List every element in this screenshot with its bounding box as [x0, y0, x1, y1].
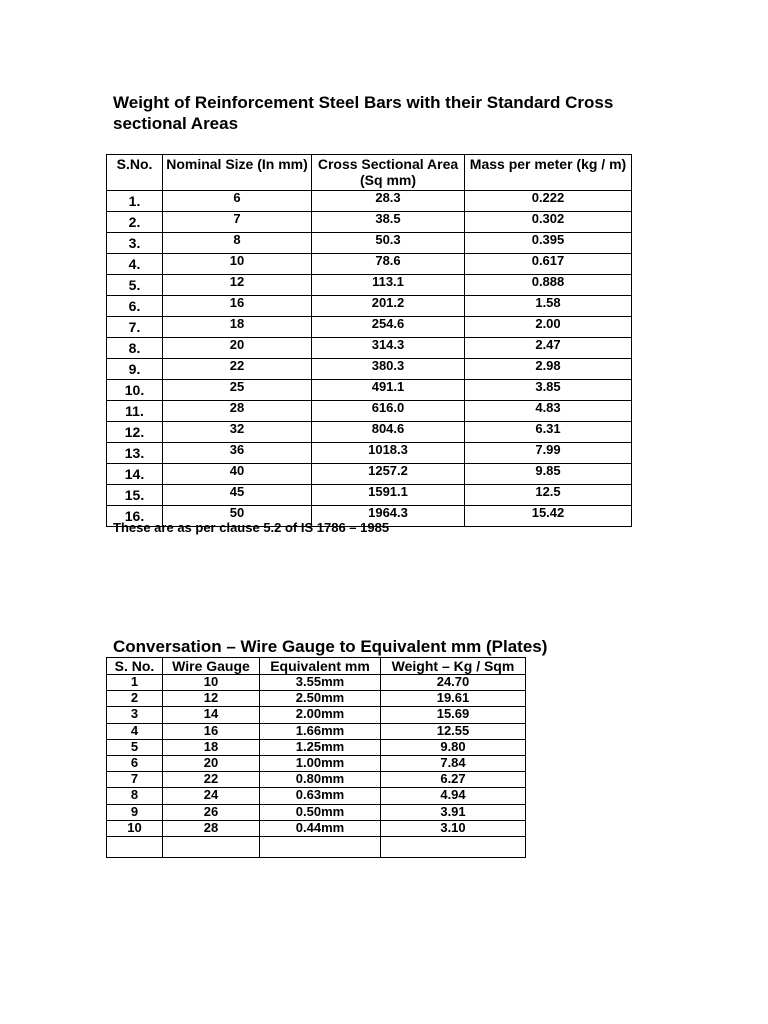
table-cell: 1257.2	[312, 464, 465, 485]
table-cell: 16.	[107, 506, 163, 527]
table-cell: 20	[163, 755, 260, 771]
table-cell: 1.00mm	[260, 755, 381, 771]
table-cell: 78.6	[312, 254, 465, 275]
table-cell: 7	[163, 212, 312, 233]
table-cell: 0.302	[465, 212, 632, 233]
table-cell: 0.617	[465, 254, 632, 275]
table-cell: 2.47	[465, 338, 632, 359]
table-row	[107, 772, 526, 788]
table-row	[107, 707, 526, 723]
column-header: Wire Gauge	[163, 658, 260, 675]
table-cell: 12	[163, 691, 260, 707]
table-row	[107, 691, 526, 707]
table-cell: 14.	[107, 464, 163, 485]
table-row	[107, 836, 526, 857]
table-cell: 10	[163, 675, 260, 691]
table-cell: 1591.1	[312, 485, 465, 506]
section-title: Conversation – Wire Gauge to Equivalent mm (Plates)	[113, 637, 548, 656]
table-row	[107, 723, 526, 739]
table-cell: 36	[163, 443, 312, 464]
table-cell: 22	[163, 772, 260, 788]
table-cell: 10	[163, 254, 312, 275]
table-cell: 1.58	[465, 296, 632, 317]
table-cell: 4.94	[381, 788, 526, 804]
table-cell: 20	[163, 338, 312, 359]
table-cell: 4.	[107, 254, 163, 275]
table-cell: 22	[163, 359, 312, 380]
table-cell: 28	[163, 401, 312, 422]
table-cell: 3.85	[465, 380, 632, 401]
table-row	[107, 739, 526, 755]
table-cell: 7	[107, 772, 163, 788]
table-cell: 0.63mm	[260, 788, 381, 804]
table-header-row	[107, 155, 632, 191]
table-cell: 5	[107, 739, 163, 755]
column-header: Weight – Kg / Sqm	[381, 658, 526, 675]
table-cell: 28.3	[312, 191, 465, 212]
table-cell: 7.	[107, 317, 163, 338]
table-cell: 8	[107, 788, 163, 804]
table-cell	[260, 836, 381, 857]
table-cell: 12.	[107, 422, 163, 443]
table-cell: 0.888	[465, 275, 632, 296]
table-cell: 10	[107, 820, 163, 836]
table-cell: 314.3	[312, 338, 465, 359]
table-row	[107, 804, 526, 820]
table-cell: 9	[107, 804, 163, 820]
table-cell: 50	[163, 506, 312, 527]
table-cell: 113.1	[312, 275, 465, 296]
table-cell: 7.84	[381, 755, 526, 771]
clause-note: These are as per clause 5.2 of IS 1786 – 1985	[113, 520, 390, 535]
table-cell: 45	[163, 485, 312, 506]
table-cell: 201.2	[312, 296, 465, 317]
table-cell: 11.	[107, 401, 163, 422]
table-row	[107, 191, 632, 212]
table-cell: 9.85	[465, 464, 632, 485]
table-cell: 18	[163, 739, 260, 755]
table-cell: 18	[163, 317, 312, 338]
table-cell: 1	[107, 675, 163, 691]
table-cell: 50.3	[312, 233, 465, 254]
table-cell: 32	[163, 422, 312, 443]
table-cell: 15.69	[381, 707, 526, 723]
table-row	[107, 254, 632, 275]
table-cell: 24	[163, 788, 260, 804]
table-cell: 1.25mm	[260, 739, 381, 755]
table-cell: 6	[107, 755, 163, 771]
table-row	[107, 338, 632, 359]
steel-bar-table	[106, 154, 632, 527]
table-row	[107, 464, 632, 485]
table-cell: 2.98	[465, 359, 632, 380]
table-row	[107, 485, 632, 506]
table-cell: 9.80	[381, 739, 526, 755]
table-cell: 0.222	[465, 191, 632, 212]
table-cell: 3.91	[381, 804, 526, 820]
table-cell: 10.	[107, 380, 163, 401]
table-row	[107, 820, 526, 836]
table-row	[107, 755, 526, 771]
table-cell: 3.	[107, 233, 163, 254]
table-cell: 8.	[107, 338, 163, 359]
table-cell: 5.	[107, 275, 163, 296]
column-header: Cross Sectional Area (Sq mm)	[312, 155, 465, 191]
table-cell: 2	[107, 691, 163, 707]
table-cell: 40	[163, 464, 312, 485]
table-cell: 16	[163, 723, 260, 739]
table-cell: 26	[163, 804, 260, 820]
table-header-row	[107, 658, 526, 675]
page-title: Weight of Reinforcement Steel Bars with their Standard Cross sectional Areas	[113, 93, 614, 133]
table-cell: 491.1	[312, 380, 465, 401]
table-row	[107, 788, 526, 804]
table-row	[107, 233, 632, 254]
column-header: Mass per meter (kg / m)	[465, 155, 632, 191]
table-row	[107, 212, 632, 233]
table-row	[107, 275, 632, 296]
table-cell: 2.	[107, 212, 163, 233]
table-row	[107, 296, 632, 317]
table-cell: 6.27	[381, 772, 526, 788]
table-row	[107, 422, 632, 443]
table-cell: 6	[163, 191, 312, 212]
table-cell: 616.0	[312, 401, 465, 422]
table-cell: 12.5	[465, 485, 632, 506]
table-cell: 38.5	[312, 212, 465, 233]
table-row	[107, 675, 526, 691]
table-cell: 6.31	[465, 422, 632, 443]
table-cell: 380.3	[312, 359, 465, 380]
table-cell: 0.395	[465, 233, 632, 254]
column-header: S. No.	[107, 658, 163, 675]
table-cell	[107, 836, 163, 857]
table-cell: 12.55	[381, 723, 526, 739]
table-cell: 15.	[107, 485, 163, 506]
table-cell: 13.	[107, 443, 163, 464]
table-cell: 4	[107, 723, 163, 739]
table-cell: 1.	[107, 191, 163, 212]
table-cell: 0.80mm	[260, 772, 381, 788]
table-row	[107, 317, 632, 338]
table-cell: 0.44mm	[260, 820, 381, 836]
column-header: Nominal Size (In mm)	[163, 155, 312, 191]
table-cell: 24.70	[381, 675, 526, 691]
table-cell: 16	[163, 296, 312, 317]
table-cell: 28	[163, 820, 260, 836]
table-cell: 2.00	[465, 317, 632, 338]
table-cell: 4.83	[465, 401, 632, 422]
column-header: Equivalent mm	[260, 658, 381, 675]
table-row	[107, 380, 632, 401]
table-cell: 6.	[107, 296, 163, 317]
table-cell: 15.42	[465, 506, 632, 527]
table-cell: 1.66mm	[260, 723, 381, 739]
table-cell: 804.6	[312, 422, 465, 443]
table-cell: 3.10	[381, 820, 526, 836]
table-cell: 3	[107, 707, 163, 723]
table-cell: 1018.3	[312, 443, 465, 464]
table-cell: 254.6	[312, 317, 465, 338]
table-cell: 12	[163, 275, 312, 296]
table-row	[107, 443, 632, 464]
wire-gauge-table	[106, 657, 526, 858]
table-cell: 14	[163, 707, 260, 723]
table-cell: 2.00mm	[260, 707, 381, 723]
table-cell	[163, 836, 260, 857]
column-header: S.No.	[107, 155, 163, 191]
table-cell: 25	[163, 380, 312, 401]
table-cell: 7.99	[465, 443, 632, 464]
table-cell: 2.50mm	[260, 691, 381, 707]
table-cell: 1964.3	[312, 506, 465, 527]
table-row	[107, 359, 632, 380]
table-cell: 3.55mm	[260, 675, 381, 691]
table-row	[107, 401, 632, 422]
table-cell: 0.50mm	[260, 804, 381, 820]
table-cell: 8	[163, 233, 312, 254]
table-cell	[381, 836, 526, 857]
table-cell: 9.	[107, 359, 163, 380]
table-cell: 19.61	[381, 691, 526, 707]
